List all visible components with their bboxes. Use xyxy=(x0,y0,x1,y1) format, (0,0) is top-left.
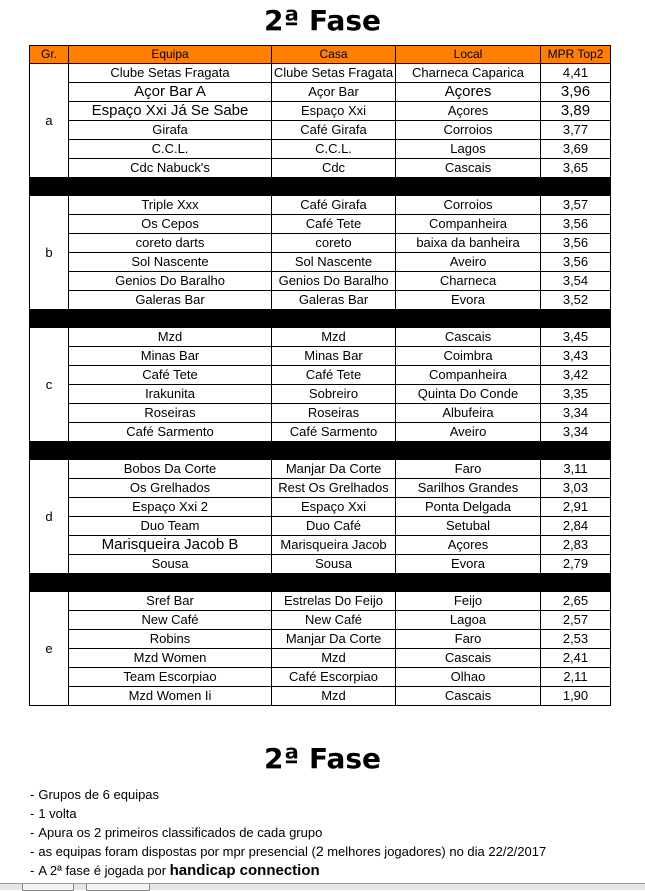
cell-venue: Sol Nascente xyxy=(272,253,396,272)
cell-mpr: 2,79 xyxy=(541,555,611,574)
table-row xyxy=(30,272,611,291)
cell-team: Espaço Xxi 2 xyxy=(69,498,272,517)
cell-team: Irakunita xyxy=(69,385,272,404)
cell-venue: Manjar Da Corte xyxy=(272,630,396,649)
cell-mpr: 2,11 xyxy=(541,668,611,687)
cell-team: Robins xyxy=(69,630,272,649)
cell-team: Galeras Bar xyxy=(69,291,272,310)
cell-team: New Café xyxy=(69,611,272,630)
table-row xyxy=(30,460,611,479)
cell-location: Charneca Caparica xyxy=(396,64,541,83)
cell-venue: New Café xyxy=(272,611,396,630)
cell-venue: Duo Café xyxy=(272,517,396,536)
cell-mpr: 3,34 xyxy=(541,404,611,423)
cell-location: Aveiro xyxy=(396,253,541,272)
cell-mpr: 3,54 xyxy=(541,272,611,291)
cell-location: Evora xyxy=(396,555,541,574)
cell-mpr: 2,65 xyxy=(541,592,611,611)
cell-venue: Espaço Xxi xyxy=(272,498,396,517)
cell-team: coreto darts xyxy=(69,234,272,253)
cell-venue: Marisqueira Jacob xyxy=(272,536,396,555)
cell-mpr: 2,83 xyxy=(541,536,611,555)
cell-location: Sarilhos Grandes xyxy=(396,479,541,498)
cell-location: Lagoa xyxy=(396,611,541,630)
sheet-tab[interactable] xyxy=(22,884,74,891)
cell-team: Clube Setas Fragata xyxy=(69,64,272,83)
cell-location: Ponta Delgada xyxy=(396,498,541,517)
groups-body xyxy=(30,64,611,706)
cell-venue: Mzd xyxy=(272,649,396,668)
cell-mpr: 3,96 xyxy=(541,83,611,102)
rule-item: - Grupos de 6 equipas xyxy=(30,787,160,802)
cell-team: Sref Bar xyxy=(69,592,272,611)
cell-mpr: 1,90 xyxy=(541,687,611,706)
cell-venue: Galeras Bar xyxy=(272,291,396,310)
rule-text: as equipas foram dispostas por mpr presencial ( xyxy=(38,844,316,859)
separator-bar xyxy=(30,574,611,592)
cell-venue: Cdc xyxy=(272,159,396,178)
cell-group: b xyxy=(30,196,69,310)
table-row xyxy=(30,291,611,310)
separator-bar xyxy=(30,442,611,460)
cell-location: Açores xyxy=(396,536,541,555)
separator-bar xyxy=(30,310,611,328)
table-row xyxy=(30,687,611,706)
cell-team: Café Sarmento xyxy=(69,423,272,442)
cell-mpr: 2,84 xyxy=(541,517,611,536)
cell-group: e xyxy=(30,592,69,706)
cell-team: Sol Nascente xyxy=(69,253,272,272)
cell-team: Açor Bar A xyxy=(69,83,272,102)
group-separator xyxy=(30,310,611,328)
table-row xyxy=(30,366,611,385)
cell-location: Lagos xyxy=(396,140,541,159)
cell-location: Evora xyxy=(396,291,541,310)
cell-location: Aveiro xyxy=(396,423,541,442)
cell-team: Duo Team xyxy=(69,517,272,536)
table-row xyxy=(30,234,611,253)
cell-venue: Café Sarmento xyxy=(272,423,396,442)
cell-location: Faro xyxy=(396,460,541,479)
table-row xyxy=(30,649,611,668)
cell-location: Setubal xyxy=(396,517,541,536)
cell-team: Mzd Women Ii xyxy=(69,687,272,706)
cell-group: c xyxy=(30,328,69,442)
cell-location: baixa da banheira xyxy=(396,234,541,253)
table-row xyxy=(30,140,611,159)
cell-location: Cascais xyxy=(396,159,541,178)
cell-mpr: 3,89 xyxy=(541,102,611,121)
table-row xyxy=(30,498,611,517)
table-row xyxy=(30,630,611,649)
rule-item: - 1 volta xyxy=(30,806,77,821)
header-venue: Casa xyxy=(272,46,396,64)
table-row xyxy=(30,404,611,423)
cell-mpr: 3,42 xyxy=(541,366,611,385)
cell-mpr: 3,56 xyxy=(541,215,611,234)
cell-venue: Café Girafa xyxy=(272,196,396,215)
cell-mpr: 3,45 xyxy=(541,328,611,347)
cell-mpr: 3,34 xyxy=(541,423,611,442)
cell-venue: Clube Setas Fragata xyxy=(272,64,396,83)
cell-team: Mzd xyxy=(69,328,272,347)
cell-mpr: 3,35 xyxy=(541,385,611,404)
cell-team: Mzd Women xyxy=(69,649,272,668)
cell-venue: Café Girafa xyxy=(272,121,396,140)
cell-location: Feijo xyxy=(396,592,541,611)
cell-mpr: 2,41 xyxy=(541,649,611,668)
cell-venue: Mzd xyxy=(272,328,396,347)
cell-mpr: 3,43 xyxy=(541,347,611,366)
rule-text: melhores jogadores) no dia 22/2/2017 xyxy=(323,844,547,859)
header-group: Gr. xyxy=(30,46,69,64)
cell-venue: Açor Bar xyxy=(272,83,396,102)
separator-bar xyxy=(30,178,611,196)
rule-text-highlight: handicap connection xyxy=(169,862,320,879)
cell-mpr: 4,41 xyxy=(541,64,611,83)
cell-mpr: 2,57 xyxy=(541,611,611,630)
cell-location: Cascais xyxy=(396,649,541,668)
cell-venue: Rest Os Grelhados xyxy=(272,479,396,498)
cell-venue: Café Escorpiao xyxy=(272,668,396,687)
cell-venue: C.C.L. xyxy=(272,140,396,159)
cell-mpr: 3,03 xyxy=(541,479,611,498)
table-row xyxy=(30,536,611,555)
cell-team: Minas Bar xyxy=(69,347,272,366)
cell-team: Roseiras xyxy=(69,404,272,423)
cell-location: Açores xyxy=(396,102,541,121)
header-row xyxy=(30,46,611,64)
cell-team: Marisqueira Jacob B xyxy=(69,536,272,555)
sheet-tab[interactable] xyxy=(86,884,150,891)
cell-mpr: 3,52 xyxy=(541,291,611,310)
group-separator xyxy=(30,442,611,460)
table-row xyxy=(30,517,611,536)
cell-location: Coimbra xyxy=(396,347,541,366)
group-separator xyxy=(30,178,611,196)
cell-team: Café Tete xyxy=(69,366,272,385)
table-row xyxy=(30,64,611,83)
group-separator xyxy=(30,574,611,592)
cell-venue: Sobreiro xyxy=(272,385,396,404)
cell-team: Genios Do Baralho xyxy=(69,272,272,291)
cell-venue: Genios Do Baralho xyxy=(272,272,396,291)
rule-text: A 2ª fase é jogada por xyxy=(38,863,170,878)
cell-team: Girafa xyxy=(69,121,272,140)
cell-venue: Sousa xyxy=(272,555,396,574)
table-row xyxy=(30,102,611,121)
table-row xyxy=(30,479,611,498)
rule-text: Apura os 2 primeiros classificados de cada grupo xyxy=(38,825,323,840)
cell-location: Cascais xyxy=(396,687,541,706)
cell-venue: Minas Bar xyxy=(272,347,396,366)
cell-venue: Manjar Da Corte xyxy=(272,460,396,479)
cell-location: Companheira xyxy=(396,215,541,234)
table-row xyxy=(30,592,611,611)
cell-mpr: 3,11 xyxy=(541,460,611,479)
page-title: 2ª Fase xyxy=(263,4,382,37)
table-row xyxy=(30,423,611,442)
cell-team: C.C.L. xyxy=(69,140,272,159)
cell-location: Albufeira xyxy=(396,404,541,423)
rules-list xyxy=(30,785,546,880)
table-row xyxy=(30,121,611,140)
table-row xyxy=(30,196,611,215)
cell-group: a xyxy=(30,64,69,178)
cell-team: Cdc Nabuck's xyxy=(69,159,272,178)
table-row xyxy=(30,215,611,234)
cell-venue: Mzd xyxy=(272,687,396,706)
table-row xyxy=(30,328,611,347)
cell-mpr: 2,53 xyxy=(541,630,611,649)
cell-team: Os Grelhados xyxy=(69,479,272,498)
rule-item: - as equipas foram dispostas por mpr presencial (2 melhores jogadores) no dia 22/2/2017 xyxy=(30,843,547,859)
cell-location: Faro xyxy=(396,630,541,649)
cell-group: d xyxy=(30,460,69,574)
rule-text: Grupos de 6 equipas xyxy=(38,787,160,802)
cell-location: Açores xyxy=(396,83,541,102)
table-row xyxy=(30,611,611,630)
cell-location: Cascais xyxy=(396,328,541,347)
cell-location: Charneca xyxy=(396,272,541,291)
table-row xyxy=(30,385,611,404)
cell-venue: Café Tete xyxy=(272,366,396,385)
cell-venue: Roseiras xyxy=(272,404,396,423)
cell-location: Quinta Do Conde xyxy=(396,385,541,404)
cell-mpr: 3,56 xyxy=(541,234,611,253)
cell-location: Corroios xyxy=(396,196,541,215)
cell-team: Triple Xxx xyxy=(69,196,272,215)
table-row xyxy=(30,83,611,102)
cell-team: Sousa xyxy=(69,555,272,574)
rule-item: - Apura os 2 primeiros classificados de cada grupo xyxy=(30,825,323,840)
rule-text: 1 volta xyxy=(38,806,77,821)
header-mpr: MPR Top2 xyxy=(541,46,611,64)
header-location: Local xyxy=(396,46,541,64)
cell-team: Team Escorpiao xyxy=(69,668,272,687)
table-row xyxy=(30,555,611,574)
table-row xyxy=(30,347,611,366)
cell-team: Bobos Da Corte xyxy=(69,460,272,479)
cell-mpr: 3,65 xyxy=(541,159,611,178)
cell-venue: Café Tete xyxy=(272,215,396,234)
section-title: 2ª Fase xyxy=(263,742,382,775)
table-row xyxy=(30,253,611,272)
cell-mpr: 3,77 xyxy=(541,121,611,140)
cell-location: Olhao xyxy=(396,668,541,687)
cell-location: Companheira xyxy=(396,366,541,385)
rule-text-number: 2 xyxy=(315,843,324,859)
rule-item: - A 2ª fase é jogada por handicap connection xyxy=(30,862,320,879)
cell-team: Espaço Xxi Já Se Sabe xyxy=(69,102,272,121)
cell-mpr: 2,91 xyxy=(541,498,611,517)
table-row xyxy=(30,668,611,687)
table-row xyxy=(30,159,611,178)
cell-venue: coreto xyxy=(272,234,396,253)
cell-mpr: 3,57 xyxy=(541,196,611,215)
header-team: Equipa xyxy=(69,46,272,64)
groups-table xyxy=(29,45,611,706)
cell-mpr: 3,56 xyxy=(541,253,611,272)
cell-venue: Estrelas Do Feijo xyxy=(272,592,396,611)
cell-team: Os Cepos xyxy=(69,215,272,234)
cell-location: Corroios xyxy=(396,121,541,140)
cell-venue: Espaço Xxi xyxy=(272,102,396,121)
cell-mpr: 3,69 xyxy=(541,140,611,159)
